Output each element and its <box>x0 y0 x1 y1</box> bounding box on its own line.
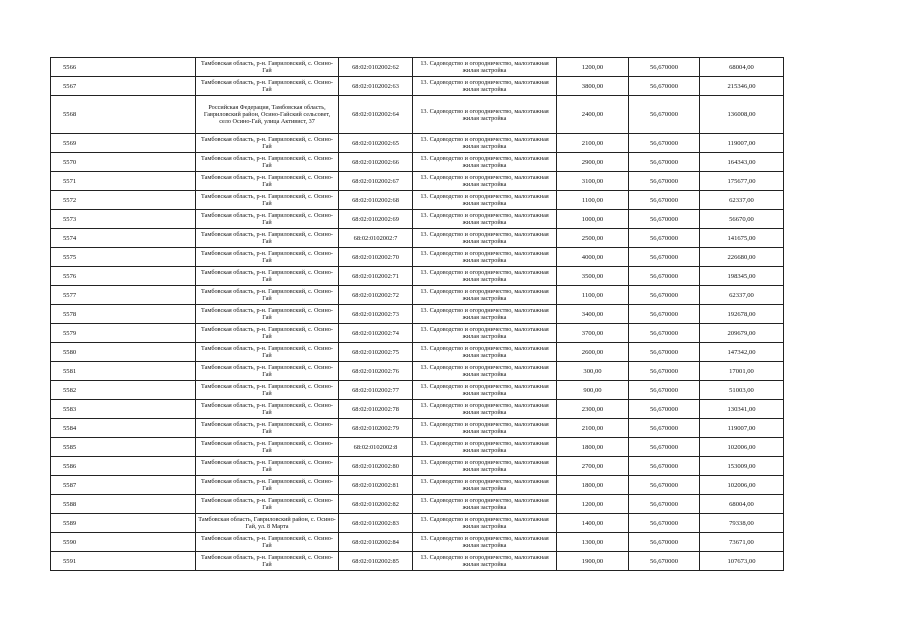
row-number: 5567 <box>51 77 196 96</box>
cadastral-number-cell: 68:02:0102002:62 <box>339 58 413 77</box>
land-use-cell: 13. Садоводство и огородничество, малоэтажная жилая застройка <box>413 362 557 381</box>
specific-value-cell: 56,670000 <box>629 438 700 457</box>
row-number: 5568 <box>51 96 196 134</box>
cadastral-number-cell: 68:02:0102002:84 <box>339 533 413 552</box>
area-cell: 2400,00 <box>557 96 629 134</box>
table-row <box>51 381 784 400</box>
cadastral-value-cell: 79338,00 <box>700 514 784 533</box>
table-row <box>51 324 784 343</box>
area-cell: 3400,00 <box>557 305 629 324</box>
address-cell: Тамбовская область, р-н. Гавриловский, с. Осино-Гай <box>196 77 339 96</box>
land-use-cell: 13. Садоводство и огородничество, малоэтажная жилая застройка <box>413 324 557 343</box>
row-number: 5566 <box>51 58 196 77</box>
area-cell: 1800,00 <box>557 476 629 495</box>
land-use-cell: 13. Садоводство и огородничество, малоэтажная жилая застройка <box>413 77 557 96</box>
address-cell: Тамбовская область, р-н. Гавриловский, с. Осино-Гай <box>196 172 339 191</box>
address-cell: Тамбовская область, р-н. Гавриловский, с. Осино-Гай <box>196 58 339 77</box>
cadastral-number-cell: 68:02:0102002:68 <box>339 191 413 210</box>
cadastral-value-cell: 68004,00 <box>700 58 784 77</box>
address-cell: Тамбовская область, р-н. Гавриловский, с. Осино-Гай <box>196 495 339 514</box>
cadastral-value-cell: 153009,00 <box>700 457 784 476</box>
row-number: 5580 <box>51 343 196 362</box>
cadastral-number-cell: 68:02:0102002:79 <box>339 419 413 438</box>
area-cell: 4000,00 <box>557 248 629 267</box>
table-row <box>51 58 784 77</box>
area-cell: 1400,00 <box>557 514 629 533</box>
table-row <box>51 77 784 96</box>
cadastral-number-cell: 68:02:0102002:65 <box>339 134 413 153</box>
row-number: 5573 <box>51 210 196 229</box>
address-cell: Тамбовская область, р-н. Гавриловский, с. Осино-Гай <box>196 134 339 153</box>
specific-value-cell: 56,670000 <box>629 514 700 533</box>
table-row <box>51 191 784 210</box>
land-use-cell: 13. Садоводство и огородничество, малоэтажная жилая застройка <box>413 286 557 305</box>
address-cell: Тамбовская область, р-н. Гавриловский, с. Осино-Гай <box>196 457 339 476</box>
address-cell: Тамбовская область, р-н. Гавриловский, с. Осино-Гай <box>196 476 339 495</box>
cadastral-value-cell: 51003,00 <box>700 381 784 400</box>
table-row <box>51 229 784 248</box>
cadastral-number-cell: 68:02:0102002:7 <box>339 229 413 248</box>
cadastral-value-cell: 119007,00 <box>700 134 784 153</box>
table-row <box>51 438 784 457</box>
specific-value-cell: 56,670000 <box>629 400 700 419</box>
cadastral-value-cell: 73671,00 <box>700 533 784 552</box>
cadastral-number-cell: 68:02:0102002:67 <box>339 172 413 191</box>
area-cell: 1800,00 <box>557 438 629 457</box>
row-number: 5574 <box>51 229 196 248</box>
cadastral-value-cell: 56670,00 <box>700 210 784 229</box>
address-cell: Тамбовская область, р-н. Гавриловский, с. Осино-Гай <box>196 552 339 571</box>
row-number: 5586 <box>51 457 196 476</box>
address-cell: Тамбовская область, р-н. Гавриловский, с. Осино-Гай <box>196 248 339 267</box>
cadastral-number-cell: 68:02:0102002:81 <box>339 476 413 495</box>
cadastral-value-cell: 226680,00 <box>700 248 784 267</box>
cadastral-number-cell: 68:02:0102002:85 <box>339 552 413 571</box>
specific-value-cell: 56,670000 <box>629 552 700 571</box>
area-cell: 300,00 <box>557 362 629 381</box>
row-number: 5590 <box>51 533 196 552</box>
table-row <box>51 343 784 362</box>
address-cell: Тамбовская область, р-н. Гавриловский, с. Осино-Гай <box>196 362 339 381</box>
cadastral-number-cell: 68:02:0102002:71 <box>339 267 413 286</box>
specific-value-cell: 56,670000 <box>629 229 700 248</box>
land-use-cell: 13. Садоводство и огородничество, малоэтажная жилая застройка <box>413 191 557 210</box>
land-use-cell: 13. Садоводство и огородничество, малоэтажная жилая застройка <box>413 248 557 267</box>
area-cell: 3800,00 <box>557 77 629 96</box>
land-use-cell: 13. Садоводство и огородничество, малоэтажная жилая застройка <box>413 495 557 514</box>
row-number: 5591 <box>51 552 196 571</box>
specific-value-cell: 56,670000 <box>629 248 700 267</box>
table-row <box>51 172 784 191</box>
address-cell: Тамбовская область, р-н. Гавриловский, с. Осино-Гай <box>196 438 339 457</box>
cadastral-value-cell: 136008,00 <box>700 96 784 134</box>
cadastral-number-cell: 68:02:0102002:78 <box>339 400 413 419</box>
specific-value-cell: 56,670000 <box>629 305 700 324</box>
specific-value-cell: 56,670000 <box>629 77 700 96</box>
table-row <box>51 305 784 324</box>
address-cell: Тамбовская область, р-н. Гавриловский, с. Осино-Гай <box>196 400 339 419</box>
cadastral-number-cell: 68:02:0102002:75 <box>339 343 413 362</box>
cadastral-value-cell: 198345,00 <box>700 267 784 286</box>
land-use-cell: 13. Садоводство и огородничество, малоэтажная жилая застройка <box>413 457 557 476</box>
land-use-cell: 13. Садоводство и огородничество, малоэтажная жилая застройка <box>413 476 557 495</box>
land-use-cell: 13. Садоводство и огородничество, малоэтажная жилая застройка <box>413 210 557 229</box>
area-cell: 2600,00 <box>557 343 629 362</box>
cadastral-number-cell: 68:02:0102002:69 <box>339 210 413 229</box>
table-row <box>51 457 784 476</box>
specific-value-cell: 56,670000 <box>629 134 700 153</box>
area-cell: 1200,00 <box>557 58 629 77</box>
area-cell: 2900,00 <box>557 153 629 172</box>
specific-value-cell: 56,670000 <box>629 172 700 191</box>
table-row <box>51 495 784 514</box>
table-row <box>51 96 784 134</box>
address-cell: Тамбовская область, р-н. Гавриловский, с. Осино-Гай <box>196 324 339 343</box>
address-cell: Российская Федерация, Тамбовская область, Гавриловский район, Осино-Гайский сельсовет, село Осино-Гай, улица Активист, 37 <box>196 96 339 134</box>
table-row <box>51 552 784 571</box>
row-number: 5587 <box>51 476 196 495</box>
specific-value-cell: 56,670000 <box>629 267 700 286</box>
cadastral-value-table <box>50 57 784 571</box>
row-number: 5582 <box>51 381 196 400</box>
table-row <box>51 362 784 381</box>
row-number: 5575 <box>51 248 196 267</box>
specific-value-cell: 56,670000 <box>629 495 700 514</box>
land-use-cell: 13. Садоводство и огородничество, малоэтажная жилая застройка <box>413 134 557 153</box>
address-cell: Тамбовская область, р-н. Гавриловский, с. Осино-Гай <box>196 286 339 305</box>
row-number: 5571 <box>51 172 196 191</box>
area-cell: 1100,00 <box>557 191 629 210</box>
table-row <box>51 514 784 533</box>
row-number: 5577 <box>51 286 196 305</box>
row-number: 5569 <box>51 134 196 153</box>
cadastral-number-cell: 68:02:0102002:77 <box>339 381 413 400</box>
cadastral-number-cell: 68:02:0102002:72 <box>339 286 413 305</box>
specific-value-cell: 56,670000 <box>629 96 700 134</box>
row-number: 5576 <box>51 267 196 286</box>
address-cell: Тамбовская область, р-н. Гавриловский, с. Осино-Гай <box>196 343 339 362</box>
address-cell: Тамбовская область, р-н. Гавриловский, с. Осино-Гай <box>196 267 339 286</box>
land-use-cell: 13. Садоводство и огородничество, малоэтажная жилая застройка <box>413 381 557 400</box>
table-body <box>51 58 784 571</box>
land-use-cell: 13. Садоводство и огородничество, малоэтажная жилая застройка <box>413 305 557 324</box>
area-cell: 1900,00 <box>557 552 629 571</box>
area-cell: 2500,00 <box>557 229 629 248</box>
address-cell: Тамбовская область, р-н. Гавриловский, с. Осино-Гай <box>196 229 339 248</box>
row-number: 5584 <box>51 419 196 438</box>
cadastral-number-cell: 68:02:0102002:64 <box>339 96 413 134</box>
row-number: 5570 <box>51 153 196 172</box>
address-cell: Тамбовская область, р-н. Гавриловский, с. Осино-Гай <box>196 381 339 400</box>
table-row <box>51 286 784 305</box>
address-cell: Тамбовская область, р-н. Гавриловский, с. Осино-Гай <box>196 419 339 438</box>
address-cell: Тамбовская область, р-н. Гавриловский, с. Осино-Гай <box>196 305 339 324</box>
specific-value-cell: 56,670000 <box>629 343 700 362</box>
cadastral-value-cell: 62337,00 <box>700 191 784 210</box>
cadastral-value-cell: 17001,00 <box>700 362 784 381</box>
row-number: 5578 <box>51 305 196 324</box>
table-row <box>51 210 784 229</box>
specific-value-cell: 56,670000 <box>629 362 700 381</box>
specific-value-cell: 56,670000 <box>629 286 700 305</box>
specific-value-cell: 56,670000 <box>629 476 700 495</box>
area-cell: 1100,00 <box>557 286 629 305</box>
land-use-cell: 13. Садоводство и огородничество, малоэтажная жилая застройка <box>413 400 557 419</box>
land-use-cell: 13. Садоводство и огородничество, малоэтажная жилая застройка <box>413 229 557 248</box>
land-use-cell: 13. Садоводство и огородничество, малоэтажная жилая застройка <box>413 343 557 362</box>
land-use-cell: 13. Садоводство и огородничество, малоэтажная жилая застройка <box>413 153 557 172</box>
area-cell: 3100,00 <box>557 172 629 191</box>
specific-value-cell: 56,670000 <box>629 153 700 172</box>
cadastral-value-cell: 175677,00 <box>700 172 784 191</box>
row-number: 5583 <box>51 400 196 419</box>
cadastral-value-cell: 209679,00 <box>700 324 784 343</box>
table-row <box>51 476 784 495</box>
cadastral-value-cell: 107673,00 <box>700 552 784 571</box>
specific-value-cell: 56,670000 <box>629 533 700 552</box>
table-row <box>51 153 784 172</box>
land-use-cell: 13. Садоводство и огородничество, малоэтажная жилая застройка <box>413 419 557 438</box>
row-number: 5579 <box>51 324 196 343</box>
table-row <box>51 248 784 267</box>
cadastral-number-cell: 68:02:0102002:73 <box>339 305 413 324</box>
land-use-cell: 13. Садоводство и огородничество, малоэтажная жилая застройка <box>413 533 557 552</box>
area-cell: 1300,00 <box>557 533 629 552</box>
area-cell: 2100,00 <box>557 419 629 438</box>
cadastral-value-cell: 164343,00 <box>700 153 784 172</box>
specific-value-cell: 56,670000 <box>629 210 700 229</box>
specific-value-cell: 56,670000 <box>629 324 700 343</box>
cadastral-value-cell: 130341,00 <box>700 400 784 419</box>
area-cell: 1000,00 <box>557 210 629 229</box>
cadastral-number-cell: 68:02:0102002:76 <box>339 362 413 381</box>
row-number: 5585 <box>51 438 196 457</box>
table-row <box>51 267 784 286</box>
cadastral-value-cell: 192678,00 <box>700 305 784 324</box>
address-cell: Тамбовская область, р-н. Гавриловский, с. Осино-Гай <box>196 191 339 210</box>
table-row <box>51 134 784 153</box>
land-use-cell: 13. Садоводство и огородничество, малоэтажная жилая застройка <box>413 172 557 191</box>
area-cell: 2700,00 <box>557 457 629 476</box>
cadastral-number-cell: 68:02:0102002:70 <box>339 248 413 267</box>
cadastral-number-cell: 68:02:0102002:66 <box>339 153 413 172</box>
land-use-cell: 13. Садоводство и огородничество, малоэтажная жилая застройка <box>413 552 557 571</box>
cadastral-number-cell: 68:02:0102002:74 <box>339 324 413 343</box>
row-number: 5572 <box>51 191 196 210</box>
land-use-cell: 13. Садоводство и огородничество, малоэтажная жилая застройка <box>413 267 557 286</box>
row-number: 5581 <box>51 362 196 381</box>
address-cell: Тамбовская область, р-н. Гавриловский, с. Осино-Гай <box>196 210 339 229</box>
area-cell: 2300,00 <box>557 400 629 419</box>
cadastral-value-cell: 102006,00 <box>700 438 784 457</box>
cadastral-number-cell: 68:02:0102002:83 <box>339 514 413 533</box>
cadastral-value-cell: 141675,00 <box>700 229 784 248</box>
area-cell: 2100,00 <box>557 134 629 153</box>
row-number: 5589 <box>51 514 196 533</box>
cadastral-number-cell: 68:02:0102002:63 <box>339 77 413 96</box>
land-use-cell: 13. Садоводство и огородничество, малоэтажная жилая застройка <box>413 514 557 533</box>
row-number: 5588 <box>51 495 196 514</box>
cadastral-number-cell: 68:02:0102002:80 <box>339 457 413 476</box>
table-row <box>51 400 784 419</box>
area-cell: 900,00 <box>557 381 629 400</box>
cadastral-value-cell: 102006,00 <box>700 476 784 495</box>
specific-value-cell: 56,670000 <box>629 381 700 400</box>
specific-value-cell: 56,670000 <box>629 419 700 438</box>
specific-value-cell: 56,670000 <box>629 457 700 476</box>
cadastral-number-cell: 68:02:0102002:82 <box>339 495 413 514</box>
cadastral-value-cell: 68004,00 <box>700 495 784 514</box>
table-row <box>51 419 784 438</box>
cadastral-value-cell: 215346,00 <box>700 77 784 96</box>
area-cell: 3500,00 <box>557 267 629 286</box>
cadastral-value-cell: 147342,00 <box>700 343 784 362</box>
specific-value-cell: 56,670000 <box>629 58 700 77</box>
cadastral-number-cell: 68:02:0102002:8 <box>339 438 413 457</box>
address-cell: Тамбовская область, р-н. Гавриловский, с. Осино-Гай <box>196 533 339 552</box>
area-cell: 3700,00 <box>557 324 629 343</box>
table-row <box>51 533 784 552</box>
cadastral-value-cell: 119007,00 <box>700 419 784 438</box>
address-cell: Тамбовская область, р-н. Гавриловский, с. Осино-Гай <box>196 153 339 172</box>
land-use-cell: 13. Садоводство и огородничество, малоэтажная жилая застройка <box>413 96 557 134</box>
address-cell: Тамбовская область, Гавриловский район, с. Осино-Гай, ул. 8 Марта <box>196 514 339 533</box>
land-use-cell: 13. Садоводство и огородничество, малоэтажная жилая застройка <box>413 438 557 457</box>
area-cell: 1200,00 <box>557 495 629 514</box>
land-use-cell: 13. Садоводство и огородничество, малоэтажная жилая застройка <box>413 58 557 77</box>
specific-value-cell: 56,670000 <box>629 191 700 210</box>
cadastral-value-cell: 62337,00 <box>700 286 784 305</box>
